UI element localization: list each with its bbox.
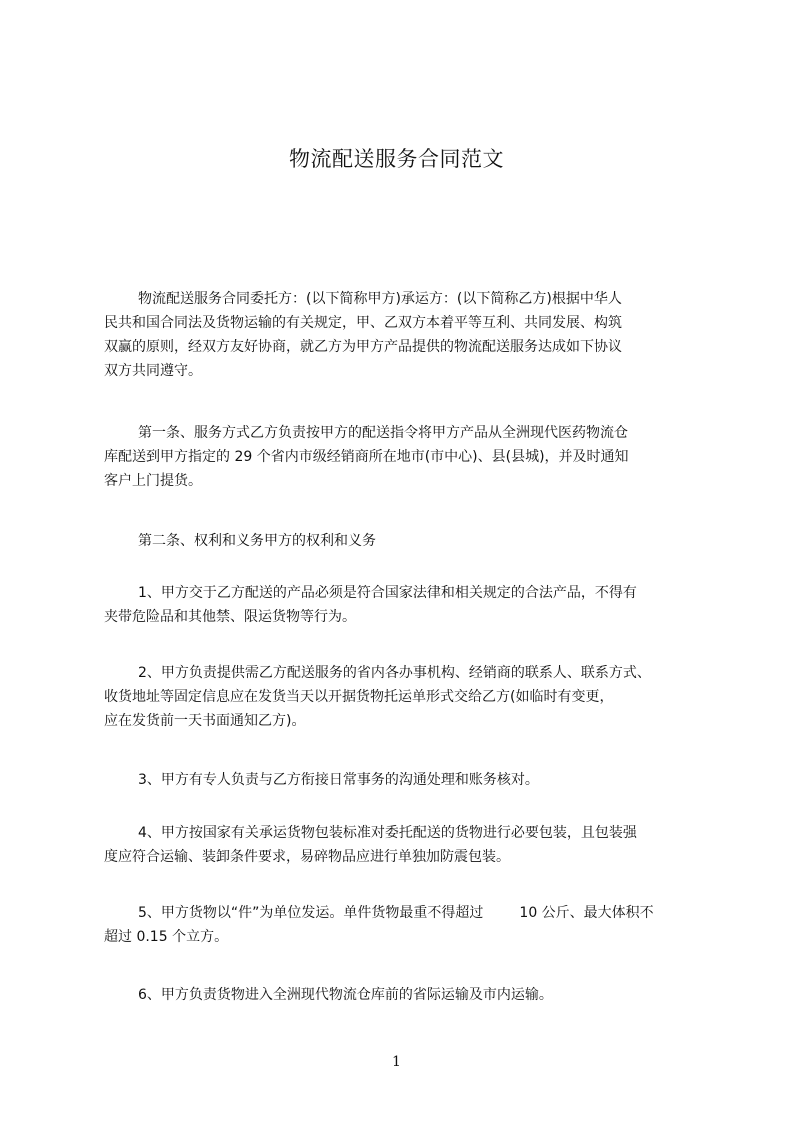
paragraph-line: 度应符合运输、装卸条件要求，易碎物品应进行单独加防震包装。: [104, 849, 510, 865]
paragraph-line: 民共和国合同法及货物运输的有关规定，甲、乙双方本着平等互利、共同发展、构筑: [104, 315, 622, 331]
paragraph-line: 3、甲方有专人负责与乙方衔接日常事务的沟通处理和账务核对。: [138, 772, 539, 788]
document-title: 物流配送服务合同范文: [289, 147, 504, 171]
paragraph-line: 夹带危险品和其他禁、限运货物等行为。: [104, 609, 356, 625]
paragraph-line: 应在发货前一天书面通知乙方)。: [104, 713, 306, 729]
paragraph-line: [104, 901, 704, 925]
paragraph-item-6: [104, 983, 704, 1007]
paragraph-line: 客户上门提货。: [104, 473, 202, 489]
paragraph-line: 第一条、服务方式乙方负责按甲方的配送指令将甲方产品从全洲现代医药物流仓: [138, 425, 628, 441]
paragraph-line: 超过 0.15 个立方。: [104, 929, 229, 945]
paragraph-item-2: [104, 661, 704, 733]
paragraph-line: 收货地址等固定信息应在发货当天以开据货物托运单形式交给乙方(如临时有变更，: [104, 689, 614, 705]
page-number: 1: [392, 1054, 401, 1070]
paragraph-item-1: [104, 581, 704, 629]
paragraph-intro: [104, 287, 704, 383]
paragraph-line: 2、甲方负责提供需乙方配送服务的省内各办事机构、经销商的联系人、联系方式、: [138, 665, 651, 681]
paragraph-line: 物流配送服务合同委托方：(以下简称甲方)承运方：(以下简称乙方)根据中华人: [138, 291, 622, 307]
paragraph-line: 双方共同遵守。: [104, 363, 202, 379]
paragraph-item-3: [104, 768, 704, 792]
paragraph-line: 1、甲方交于乙方配送的产品必须是符合国家法律和相关规定的合法产品，不得有: [138, 585, 637, 601]
paragraph-line: 6、甲方负责货物进入全洲现代物流仓库前的省际运输及市内运输。: [138, 987, 553, 1003]
paragraph-line-part: 5、甲方货物以“件”为单位发运。单件货物最重不得超过: [138, 905, 484, 921]
paragraph-line: 4、甲方按国家有关承运货物包装标准对委托配送的货物进行必要包装，且包装强: [138, 825, 637, 841]
paragraph-article-2-heading: [104, 529, 704, 553]
paragraph-item-4: [104, 821, 704, 869]
paragraph-article-1: [104, 421, 704, 493]
paragraph-line: 双赢的原则，经双方友好协商，就乙方为甲方产品提供的物流配送服务达成如下协议: [104, 339, 622, 355]
paragraph-line-part: 10 公斤、最大体积不: [519, 905, 654, 921]
paragraph-line: 库配送到甲方指定的 29 个省内市级经销商所在地市(市中心)、县(县城)，并及时通知: [104, 449, 629, 465]
paragraph-line: 第二条、权利和义务甲方的权利和义务: [138, 533, 376, 549]
paragraph-item-5: [104, 901, 704, 949]
